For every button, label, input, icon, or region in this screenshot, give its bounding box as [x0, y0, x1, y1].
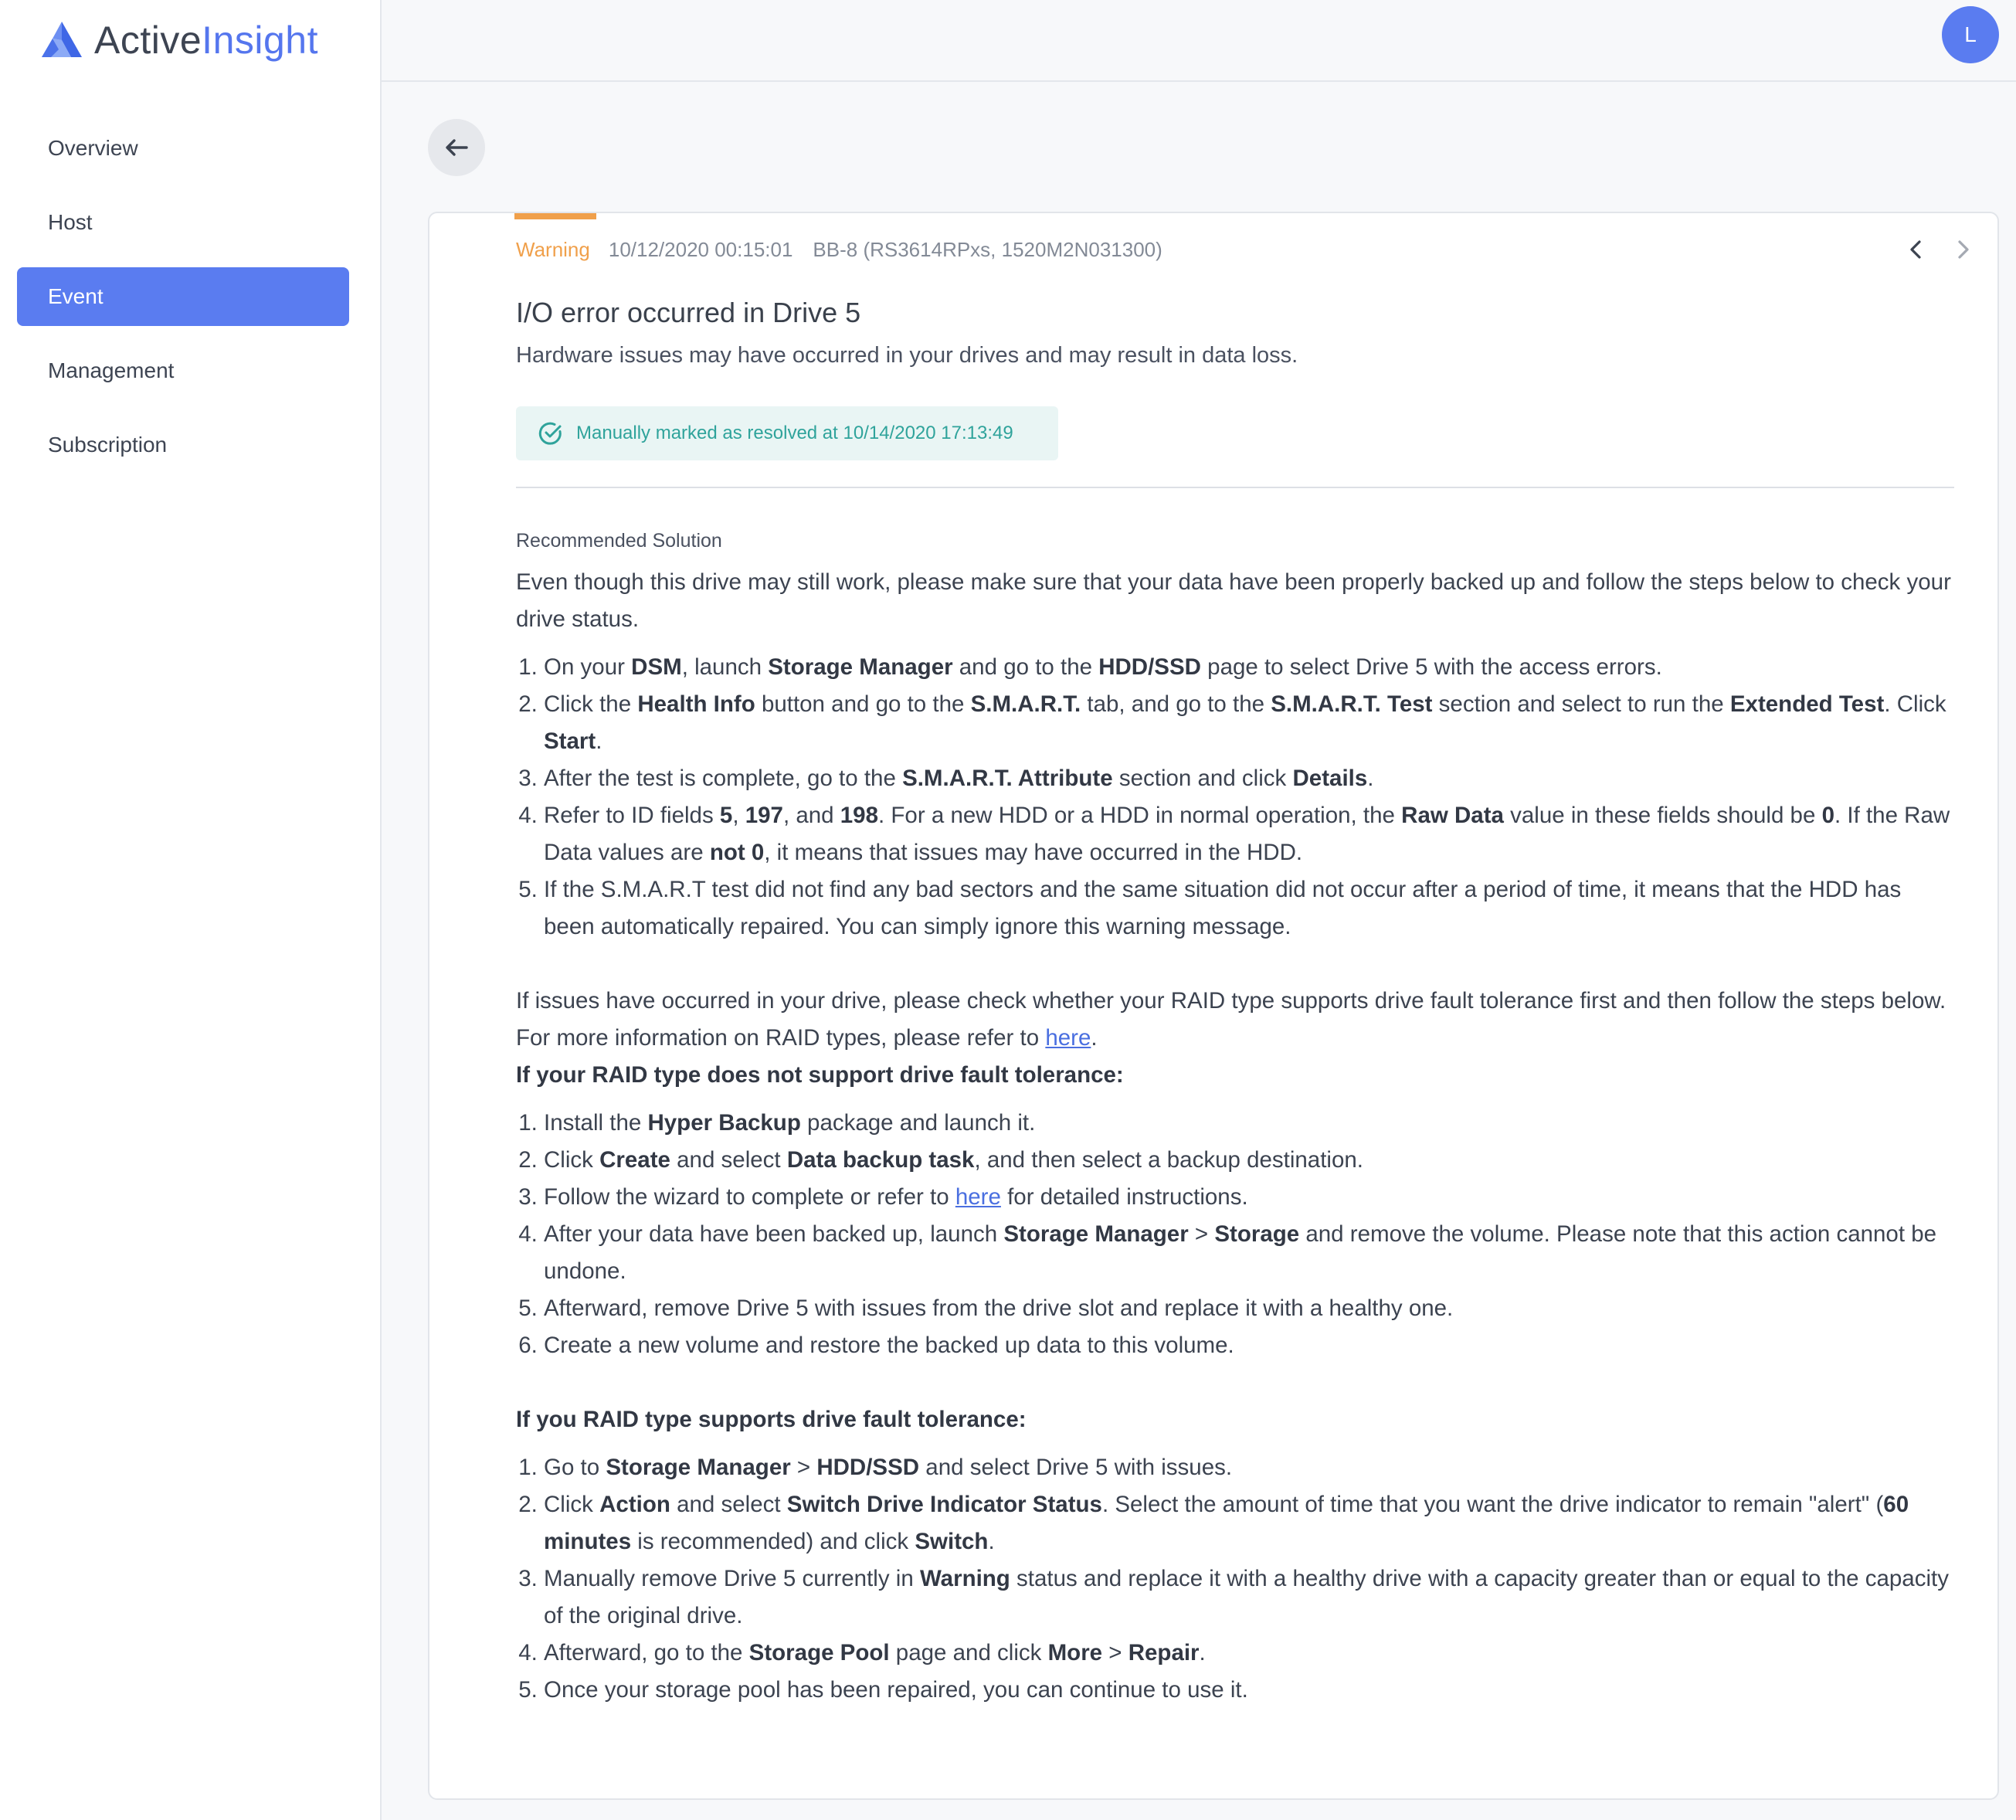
severity-accent-bar	[514, 213, 596, 219]
step-item: 3. After the test is complete, go to the S.M.A.R.T. Attribute section and click Details.	[544, 760, 1954, 797]
next-event-button[interactable]	[1951, 238, 1974, 261]
step-item: 3. Follow the wizard to complete or refer to here for detailed instructions.	[544, 1179, 1954, 1216]
bold-term: 5	[719, 803, 733, 828]
no-fault-tolerance-heading: If your RAID type does not support drive fault tolerance:	[516, 1062, 1124, 1088]
bold-term: Switch	[915, 1529, 989, 1554]
sidebar-item-label: Management	[48, 358, 175, 382]
bold-term: S.M.A.R.T. Attribute	[902, 766, 1113, 791]
raid-intro: If issues have occurred in your drive, please check whether your RAID type supports drive fault tolerance first and then follow the steps below. For more information on RAID types, please refer to here.	[516, 988, 1946, 1051]
bold-term: Storage Manager	[1003, 1221, 1189, 1247]
bold-term: Action	[599, 1492, 670, 1517]
bold-term: HDD/SSD	[1098, 654, 1201, 680]
bold-term: S.M.A.R.T.	[970, 691, 1081, 717]
bold-term: More	[1047, 1640, 1103, 1666]
sidebar	[0, 0, 382, 1820]
resolved-status-banner	[516, 406, 1058, 460]
arrow-left-icon	[443, 134, 470, 161]
resolved-status-text: Manually marked as resolved at 10/14/2020 17:13:49	[576, 423, 1013, 443]
recommended-solution	[516, 527, 1954, 1709]
sidebar-item-label: Subscription	[48, 433, 168, 457]
bold-term: DSM	[631, 654, 682, 680]
bold-term: Data backup task	[786, 1147, 975, 1173]
step-item: 6. Create a new volume and restore the backed up data to this volume.	[544, 1327, 1954, 1364]
check-steps-list	[516, 649, 1954, 946]
event-meta	[516, 238, 1162, 262]
divider	[516, 487, 1954, 488]
sidebar-item-overview[interactable]	[17, 119, 349, 178]
bold-term: S.M.A.R.T. Test	[1271, 691, 1433, 717]
event-timestamp: 10/12/2020 00:15:01	[608, 238, 793, 261]
bold-term: Warning	[919, 1566, 1010, 1591]
activeinsight-logo-icon	[39, 20, 85, 60]
bold-term: HDD/SSD	[816, 1455, 920, 1480]
brand-name: ActiveInsight	[94, 19, 318, 62]
solution-intro: Even though this drive may still work, please make sure that your data have been properly backed up and follow the steps below to check your drive status.	[516, 569, 1951, 632]
fault-tolerance-heading: If you RAID type supports drive fault tolerance:	[516, 1407, 1027, 1432]
severity-label: Warning	[516, 238, 590, 261]
bold-term: Repair	[1128, 1640, 1200, 1666]
check-circle-icon	[538, 420, 564, 447]
sidebar-item-subscription[interactable]	[17, 416, 349, 474]
bold-term: Start	[544, 728, 596, 754]
step-item: 1. Go to Storage Manager > HDD/SSD and select Drive 5 with issues.	[544, 1449, 1954, 1486]
step-item: 2. Click the Health Info button and go to the S.M.A.R.T. tab, and go to the S.M.A.R.T. Test section and select to run the Extended Test. Click Start.	[544, 686, 1954, 760]
bold-term: Storage	[1214, 1221, 1300, 1247]
bold-term: 60 minutes	[544, 1492, 1909, 1554]
fault-tolerance-steps-list	[516, 1449, 1954, 1709]
bold-term: not 0	[709, 840, 765, 865]
sidebar-item-management[interactable]	[17, 341, 349, 400]
bold-term: 0	[1821, 803, 1834, 828]
user-avatar[interactable]: L	[1942, 6, 1999, 63]
step-item: 1. On your DSM, launch Storage Manager and go to the HDD/SSD page to select Drive 5 with the access errors.	[544, 649, 1954, 686]
sidebar-item-event[interactable]	[17, 267, 349, 326]
step-item: 5. Once your storage pool has been repaired, you can continue to use it.	[544, 1672, 1954, 1709]
top-bar	[382, 0, 2016, 82]
sidebar-item-label: Host	[48, 210, 93, 234]
step-item: 3. Manually remove Drive 5 currently in Warning status and replace it with a healthy drive with a capacity greater than or equal to the capacity of the original drive.	[544, 1560, 1954, 1635]
bold-term: Hyper Backup	[647, 1110, 801, 1136]
bold-term: Details	[1292, 766, 1368, 791]
here-link[interactable]: here	[1045, 1025, 1091, 1051]
bold-term: 198	[840, 803, 878, 828]
chevron-right-icon	[1951, 238, 1974, 261]
sidebar-item-label: Overview	[48, 136, 138, 160]
here-link[interactable]: here	[955, 1184, 1001, 1210]
sidebar-item-label: Event	[48, 284, 104, 308]
event-device: BB-8 (RS3614RPxs, 1520M2N031300)	[813, 238, 1162, 261]
bold-term: 197	[745, 803, 783, 828]
previous-event-button[interactable]	[1905, 238, 1928, 261]
event-title: I/O error occurred in Drive 5	[516, 297, 861, 328]
no-fault-tolerance-steps-list	[516, 1105, 1954, 1364]
sidebar-nav	[17, 119, 349, 490]
step-item: 1. Install the Hyper Backup package and launch it.	[544, 1105, 1954, 1142]
bold-term: Storage Manager	[606, 1455, 791, 1480]
back-button[interactable]	[428, 119, 485, 176]
event-description: Hardware issues may have occurred in your drives and may result in data loss.	[516, 343, 1298, 368]
sidebar-item-host[interactable]	[17, 193, 349, 252]
step-item: 2. Click Create and select Data backup task, and then select a backup destination.	[544, 1142, 1954, 1179]
chevron-left-icon	[1905, 238, 1928, 261]
bold-term: Switch Drive Indicator Status	[786, 1492, 1102, 1517]
step-item: 4. Afterward, go to the Storage Pool page and click More > Repair.	[544, 1635, 1954, 1672]
step-item: 4. Refer to ID fields 5, 197, and 198. For a new HDD or a HDD in normal operation, the Raw Data value in these fields should be 0. If the Raw Data values are not 0, it means that issues may have occurred in the HDD.	[544, 797, 1954, 871]
bold-term: Create	[599, 1147, 670, 1173]
step-item: 4. After your data have been backed up, launch Storage Manager > Storage and remove the volume. Please note that this action cannot be undone.	[544, 1216, 1954, 1290]
event-detail-card	[428, 212, 1999, 1800]
step-item: 5. If the S.M.A.R.T test did not find any bad sectors and the same situation did not occur after a period of time, it means that the HDD has been automatically repaired. You can simply ignore this warning message.	[544, 871, 1954, 946]
bold-term: Storage Manager	[768, 654, 953, 680]
bold-term: Health Info	[637, 691, 755, 717]
step-item: 5. Afterward, remove Drive 5 with issues from the drive slot and replace it with a healthy one.	[544, 1290, 1954, 1327]
step-item: 2. Click Action and select Switch Drive Indicator Status. Select the amount of time that you want the drive indicator to remain "alert" (60 minutes is recommended) and click Switch.	[544, 1486, 1954, 1560]
bold-term: Extended Test	[1729, 691, 1885, 717]
bold-term: Raw Data	[1401, 803, 1504, 828]
bold-term: Storage Pool	[748, 1640, 890, 1666]
event-pager	[1905, 238, 1974, 261]
brand-logo[interactable]	[39, 17, 318, 63]
section-label: Recommended Solution	[516, 530, 722, 552]
